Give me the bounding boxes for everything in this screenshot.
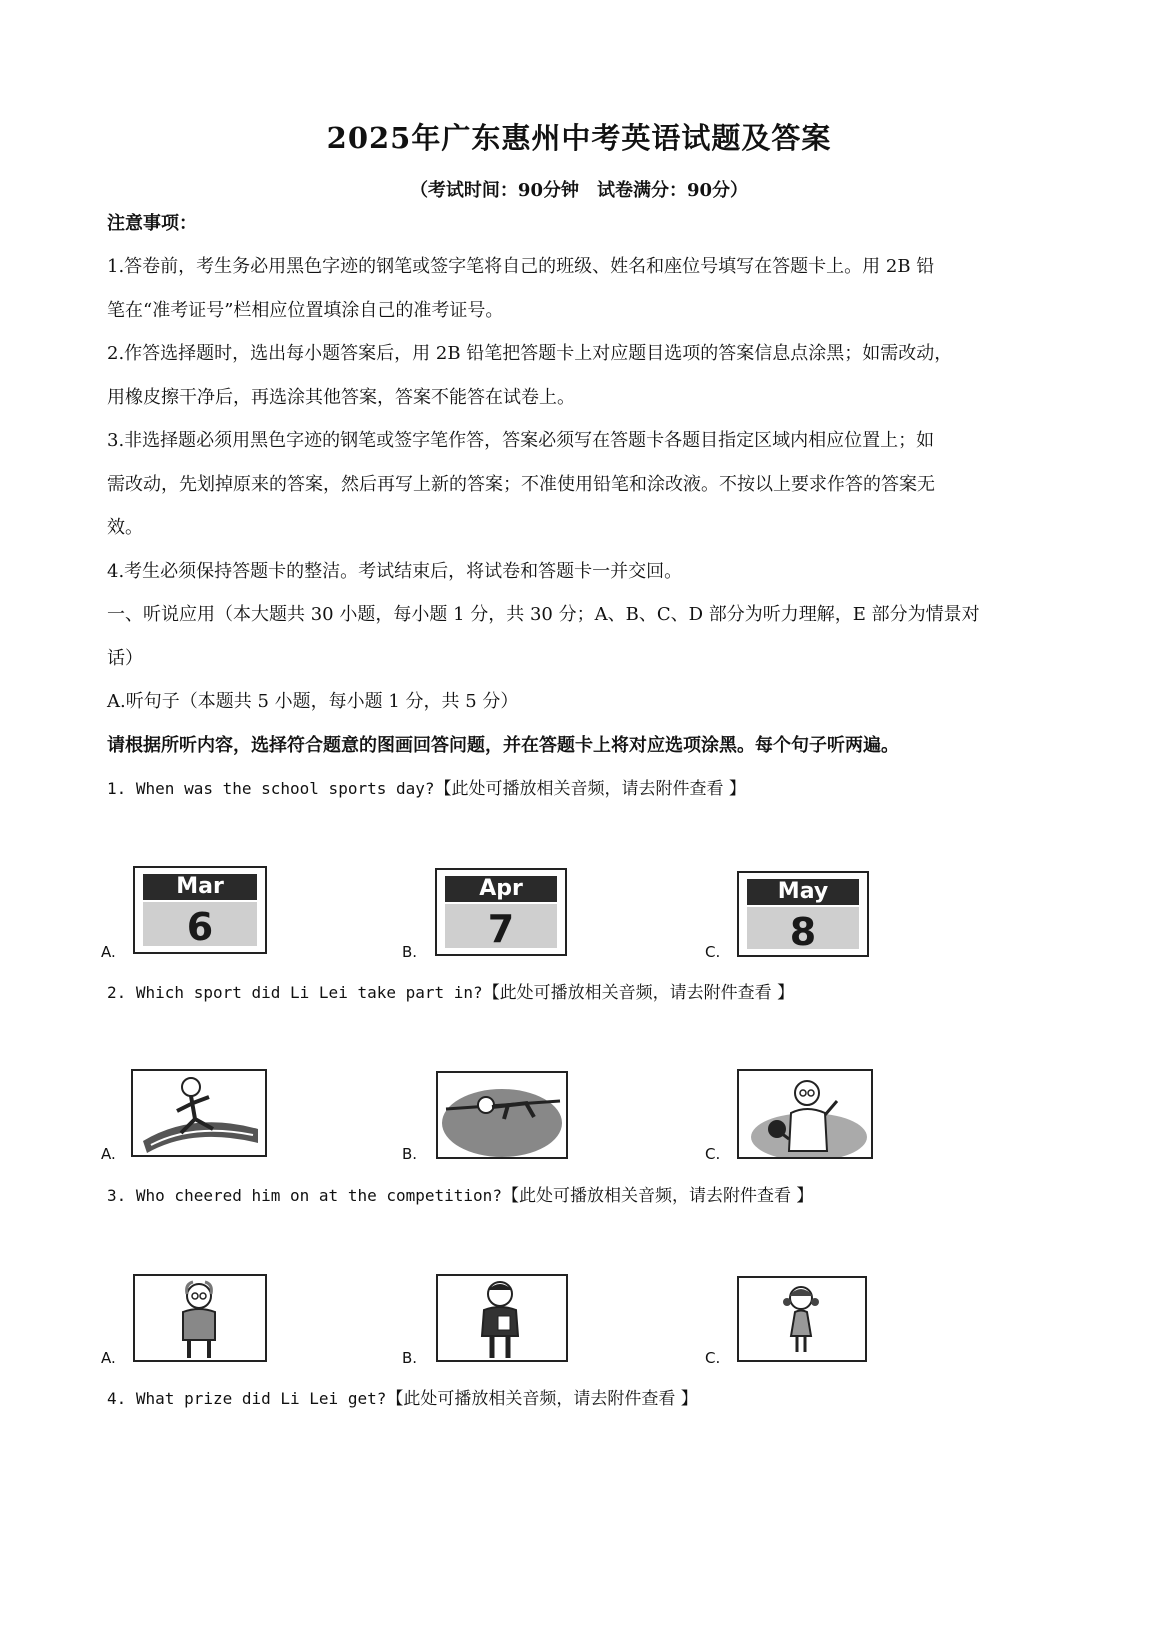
option-letter: A. bbox=[101, 1349, 116, 1367]
calendar-month: Mar bbox=[143, 874, 257, 900]
high-jump-icon bbox=[438, 1073, 566, 1157]
option-c-calendar[interactable] bbox=[737, 871, 869, 957]
option-letter: B. bbox=[402, 943, 418, 961]
option-a-calendar[interactable] bbox=[133, 866, 267, 954]
notice-line: 3.非选择题必须用黑色字迹的钢笔或签字笔作答，答案必须写在答题卡各题目指定区域内相应位置上；如 bbox=[107, 430, 935, 451]
notice-line: 1.答卷前，考生务必用黑色字迹的钢笔或签字笔将自己的班级、姓名和座位号填写在答题卡上。用 2B 铅 bbox=[107, 256, 935, 277]
option-letter: A. bbox=[101, 943, 116, 961]
audio-link[interactable]: 【此处可播放相关音频，请去附件查看 】 bbox=[482, 983, 795, 1003]
option-a-image[interactable] bbox=[131, 1069, 267, 1157]
calendar-day: 7 bbox=[445, 904, 557, 948]
question-2 bbox=[107, 982, 1057, 1004]
option-letter: C. bbox=[705, 1349, 721, 1367]
option-b-calendar[interactable] bbox=[435, 868, 567, 956]
grandpa-icon bbox=[135, 1276, 265, 1360]
page-title: 2025年广东惠州中考英语试题及答案 bbox=[326, 121, 832, 155]
notice-line: 效。 bbox=[107, 517, 143, 538]
question-4 bbox=[107, 1388, 1057, 1410]
calendar-month: Apr bbox=[445, 876, 557, 902]
audio-link[interactable]: 【此处可播放相关音频，请去附件查看 】 bbox=[386, 1389, 698, 1409]
audio-link[interactable]: 【此处可播放相关音频，请去附件查看 】 bbox=[501, 1186, 814, 1206]
girl-icon bbox=[739, 1278, 865, 1360]
exam-info: （考试时间：90分钟 试卷满分：90分） bbox=[409, 180, 749, 201]
option-letter: C. bbox=[705, 943, 721, 961]
part-a-instruction: 请根据所听内容，选择符合题意的图画回答问题，并在答题卡上将对应选项涂黑。每个句子听两遍。 bbox=[107, 735, 899, 756]
option-b-image[interactable] bbox=[436, 1274, 568, 1362]
notice-line: 4.考生必须保持答题卡的整洁。考试结束后，将试卷和答题卡一并交回。 bbox=[107, 561, 683, 582]
notice-line: 用橡皮擦干净后，再选涂其他答案，答案不能答在试卷上。 bbox=[107, 387, 575, 408]
option-letter: A. bbox=[101, 1145, 116, 1163]
question-text: 1. When was the school sports day? bbox=[107, 779, 435, 798]
option-letter: C. bbox=[705, 1145, 721, 1163]
notice-line: 需改动，先划掉原来的答案，然后再写上新的答案；不准使用铅笔和涂改液。不按以上要求作答的答案无 bbox=[107, 474, 935, 495]
option-a-image[interactable] bbox=[133, 1274, 267, 1362]
section-heading: 一、听说应用（本大题共 30 小题，每小题 1 分，共 30 分；A、B、C、D 部分为听力理解，E 部分为情景对 bbox=[107, 604, 980, 625]
question-text: 3. Who cheered him on at the competition? bbox=[107, 1186, 502, 1205]
teacher-icon bbox=[438, 1276, 566, 1360]
option-b-image[interactable] bbox=[436, 1071, 568, 1159]
notice-heading: 注意事项： bbox=[107, 213, 197, 234]
section-heading-cont: 话） bbox=[107, 648, 143, 669]
question-text: 2. Which sport did Li Lei take part in? bbox=[107, 983, 483, 1002]
calendar-month: May bbox=[747, 879, 859, 905]
option-letter: B. bbox=[402, 1349, 418, 1367]
option-c-image[interactable] bbox=[737, 1069, 873, 1159]
audio-link[interactable]: 【此处可播放相关音频，请去附件查看 】 bbox=[434, 779, 746, 799]
question-text: 4. What prize did Li Lei get? bbox=[107, 1389, 387, 1408]
option-letter: B. bbox=[402, 1145, 418, 1163]
calendar-day: 6 bbox=[143, 902, 257, 946]
part-a-heading: A.听句子（本题共 5 小题，每小题 1 分，共 5 分） bbox=[107, 691, 519, 712]
notice-line: 笔在“准考证号”栏相应位置填涂自己的准考证号。 bbox=[107, 300, 504, 321]
question-3 bbox=[107, 1185, 1057, 1207]
notice-line: 2.作答选择题时，选出每小题答案后，用 2B 铅笔把答题卡上对应题目选项的答案信息点涂黑；如需改动， bbox=[107, 343, 953, 364]
ping-pong-player-icon bbox=[739, 1071, 871, 1157]
option-c-image[interactable] bbox=[737, 1276, 867, 1362]
running-boy-icon bbox=[133, 1071, 265, 1155]
calendar-day: 8 bbox=[747, 907, 859, 949]
question-1 bbox=[107, 778, 1057, 800]
